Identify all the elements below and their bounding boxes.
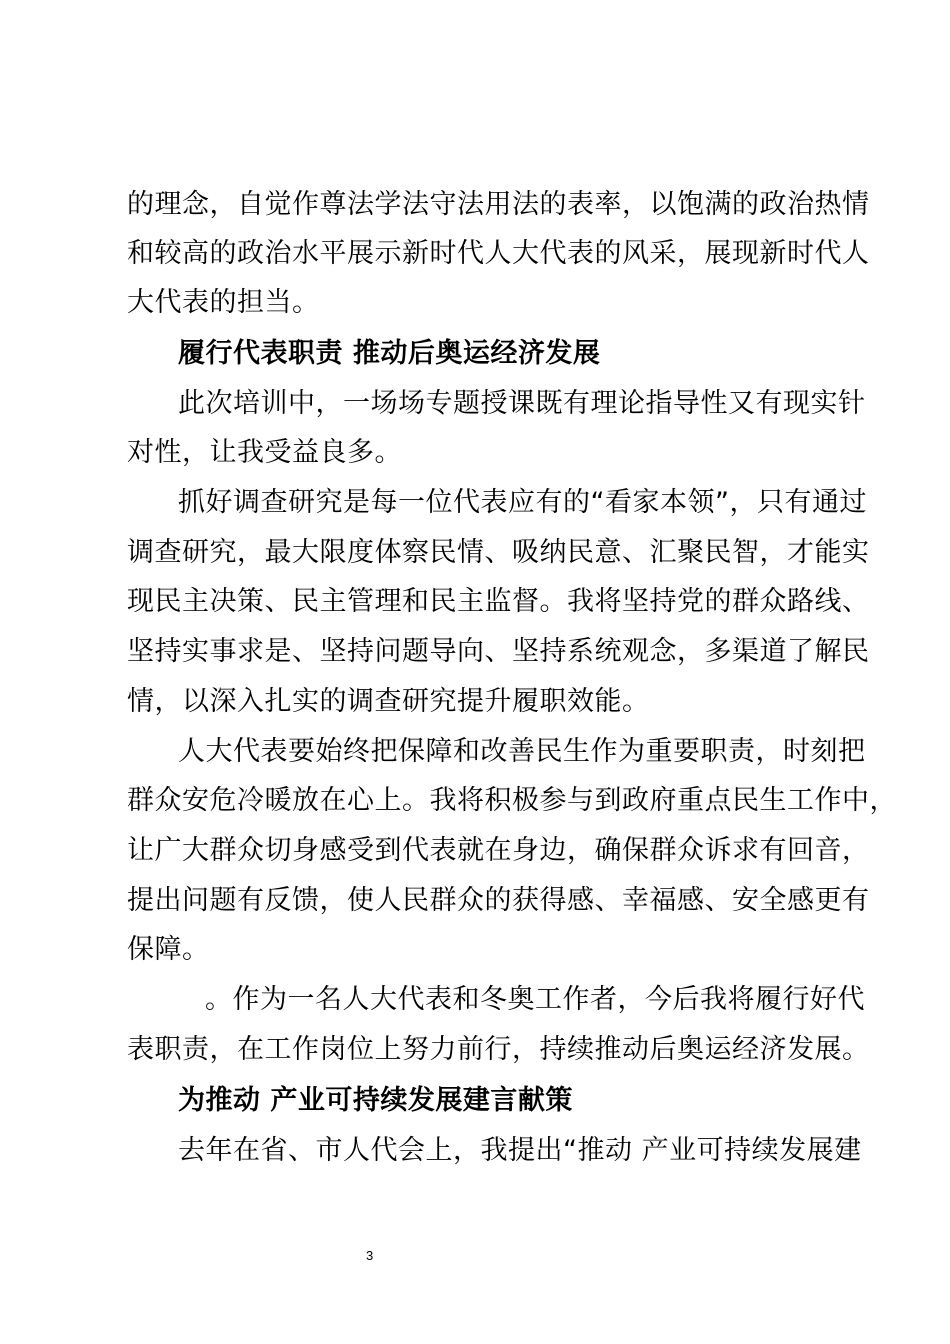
body-text-line: 群众安危冷暖放在心上。我将积极参与到政府重点民生工作中， xyxy=(127,785,897,816)
body-text-line: 表职责，在工作岗位上努力前行，持续推动后奥运经济发展。 xyxy=(127,1034,870,1065)
section-heading: 为推动 产业可持续发展建言献策 xyxy=(178,1085,573,1116)
body-text-line: 现民主决策、民主管理和民主监督。我将坚持党的群众路线、 xyxy=(127,586,870,617)
body-text-line: 抓好调查研究是每一位代表应有的“看家本领”，只有通过 xyxy=(178,487,867,518)
body-text-line: 让广大群众切身感受到代表就在身边，确保群众诉求有回音， xyxy=(127,835,870,866)
body-text-line: 情，以深入扎实的调查研究提升履职效能。 xyxy=(127,686,650,717)
body-text-line: 的理念，自觉作尊法学法守法用法的表率，以饱满的政治热情 xyxy=(127,189,870,220)
page-number: 3 xyxy=(366,1248,374,1263)
body-text-line: 去年在省、市人代会上，我提出“推动 产业可持续发展建 xyxy=(178,1135,862,1166)
body-text-line: 提出问题有反馈，使人民群众的获得感、幸福感、安全感更有 xyxy=(127,885,870,916)
body-text-line: 对性，让我受益良多。 xyxy=(127,437,402,468)
body-text-line: 和较高的政治水平展示新时代人大代表的风采，展现新时代人 xyxy=(127,238,870,269)
body-text-line: 调查研究，最大限度体察民情、吸纳民意、汇聚民智，才能实 xyxy=(127,537,870,568)
body-text-line: 大代表的担当。 xyxy=(127,287,320,318)
body-text-line: 保障。 xyxy=(127,934,210,965)
body-text-line: 此次培训中，一场场专题授课既有理论指导性又有现实针 xyxy=(178,388,866,419)
body-text-line: 坚持实事求是、坚持问题导向、坚持系统观念，多渠道了解民 xyxy=(127,636,870,667)
body-text-line: 人大代表要始终把保障和改善民生作为重要职责，时刻把 xyxy=(178,736,866,767)
body-text-line: 。作为一名人大代表和冬奥工作者，今后我将履行好代 xyxy=(205,984,865,1015)
section-heading: 履行代表职责 推动后奥运经济发展 xyxy=(178,338,601,369)
